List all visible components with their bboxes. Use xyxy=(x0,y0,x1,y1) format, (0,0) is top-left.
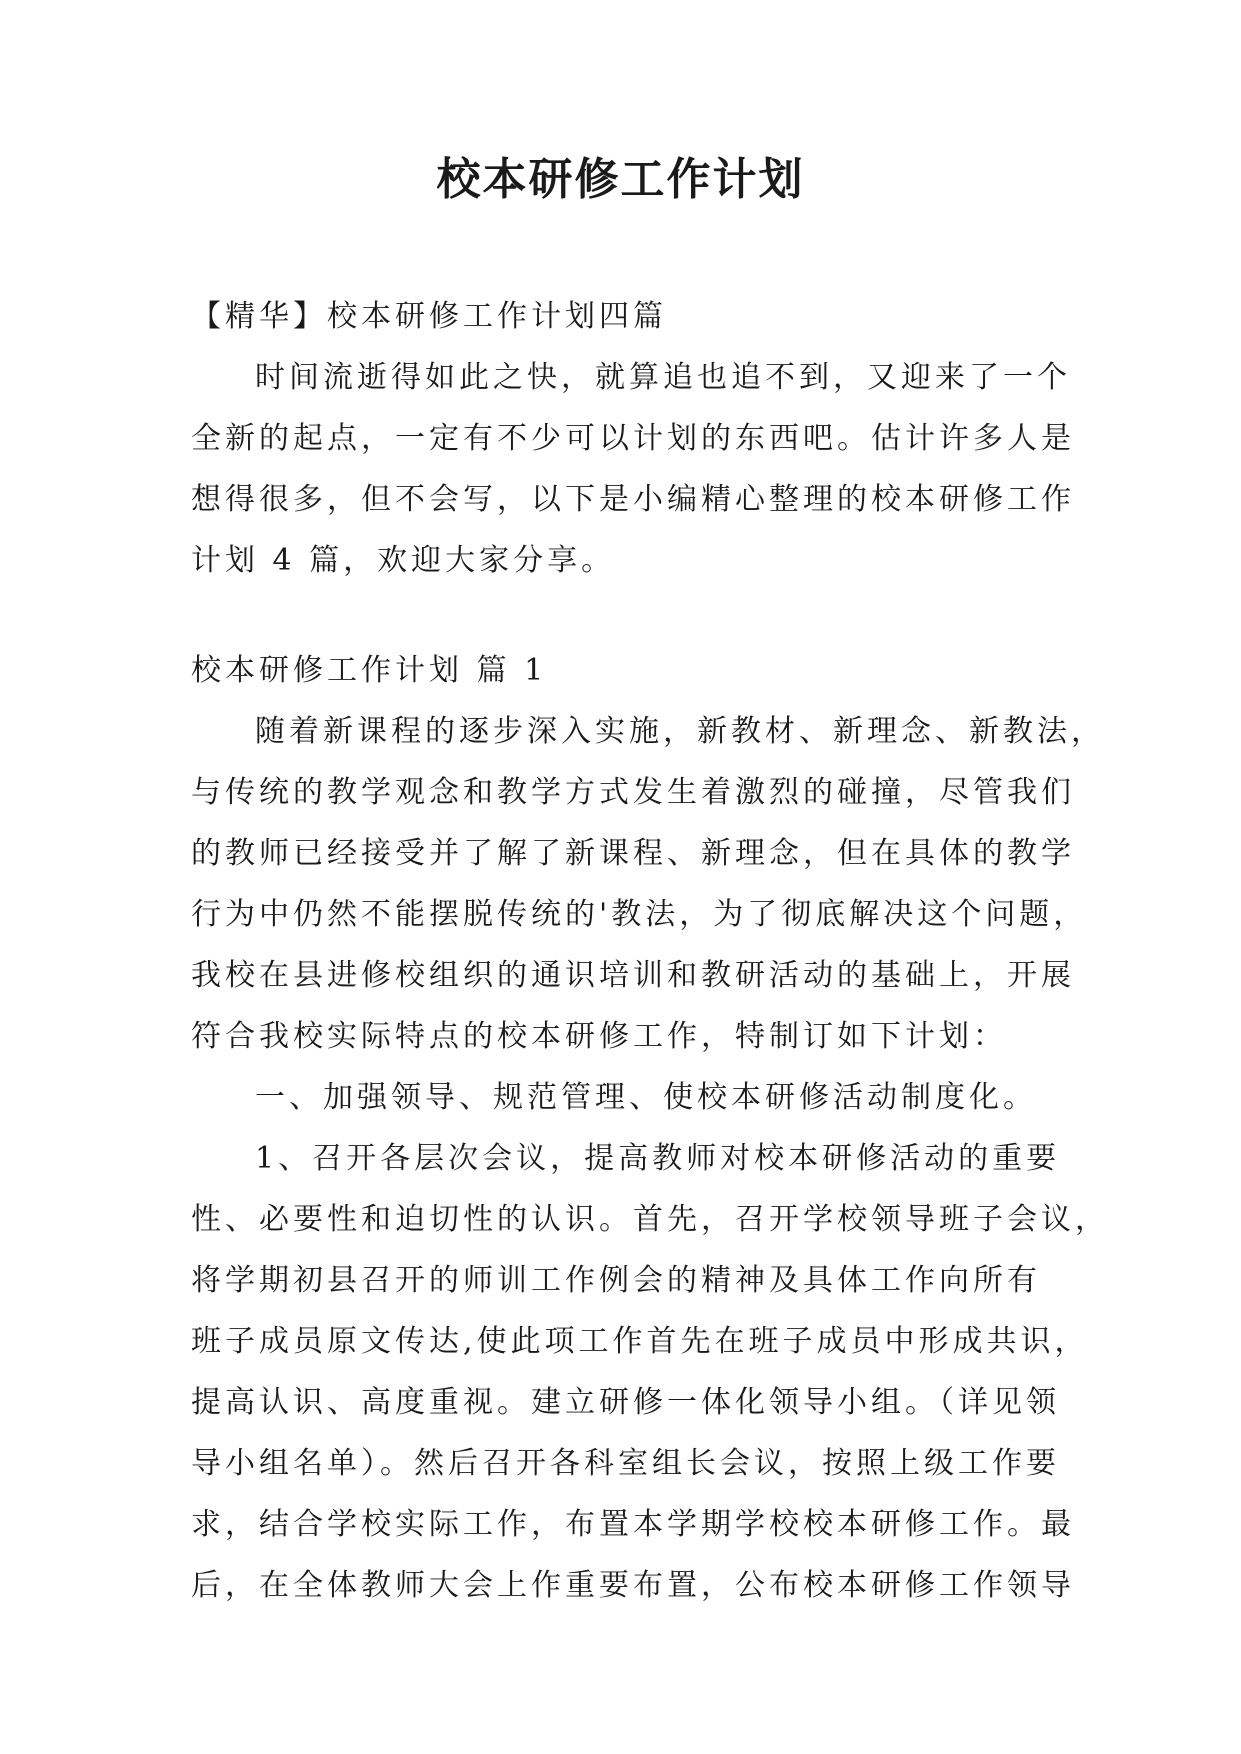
point-heading: 一、加强领导、规范管理、使校本研修活动制度化。 xyxy=(255,1080,1037,1115)
paragraph-line: 的教师已经接受并了解了新课程、新理念，但在具体的教学 xyxy=(191,836,1075,871)
point-paragraph xyxy=(191,1128,1109,1616)
document-body xyxy=(191,286,1109,1616)
paragraph-line: 时间流逝得如此之快，就算追也追不到，又迎来了一个 xyxy=(255,360,1071,395)
paragraph-line: 导小组名单）。然后召开各科室组长会议，按照上级工作要 xyxy=(191,1446,1060,1481)
paragraph-line: 想得很多，但不会写，以下是小编精心整理的校本研修工作 xyxy=(191,482,1075,517)
paragraph-line: 提高认识、高度重视。建立研修一体化领导小组。（详见领 xyxy=(191,1385,1060,1420)
paragraph-line: 求，结合学校实际工作，布置本学期学校校本研修工作。最 xyxy=(191,1507,1075,1542)
document-title: 校本研修工作计划 xyxy=(436,154,805,205)
paragraph-line: 性、必要性和迫切性的认识。首先，召开学校领导班子会议， xyxy=(191,1202,1109,1237)
paragraph-line: 随着新课程的逐步深入实施，新教材、新理念、新教法， xyxy=(255,714,1105,749)
paragraph-line: 我校在县进修校组织的通识培训和教研活动的基础上，开展 xyxy=(191,958,1075,993)
paragraph-line: 行为中仍然不能摆脱传统的'教法，为了彻底解决这个问题， xyxy=(191,897,1088,932)
intro-heading: 【精华】校本研修工作计划四篇 xyxy=(191,299,667,334)
paragraph-line: 与传统的教学观念和教学方式发生着激烈的碰撞，尽管我们 xyxy=(191,775,1075,810)
intro-paragraph xyxy=(191,347,1075,591)
paragraph-line: 班子成员原文传达,使此项工作首先在班子成员中形成共识， xyxy=(191,1324,1089,1359)
paragraph-line: 全新的起点，一定有不少可以计划的东西吧。估计许多人是 xyxy=(191,421,1075,456)
paragraph-line: 计划 4 篇，欢迎大家分享。 xyxy=(191,543,616,578)
paragraph-line: 将学期初县召开的师训工作例会的精神及具体工作向所有 xyxy=(191,1263,1041,1298)
paragraph-line: 后，在全体教师大会上作重要布置，公布校本研修工作领导 xyxy=(191,1568,1075,1603)
section-heading: 校本研修工作计划 篇 1 xyxy=(191,653,548,688)
paragraph-line: 1、召开各层次会议，提高教师对校本研修活动的重要 xyxy=(255,1141,1061,1176)
section-paragraph xyxy=(191,701,1105,1067)
section-spacer xyxy=(191,591,1053,640)
paragraph-line: 符合我校实际特点的校本研修工作，特制订如下计划： xyxy=(191,1019,1007,1054)
